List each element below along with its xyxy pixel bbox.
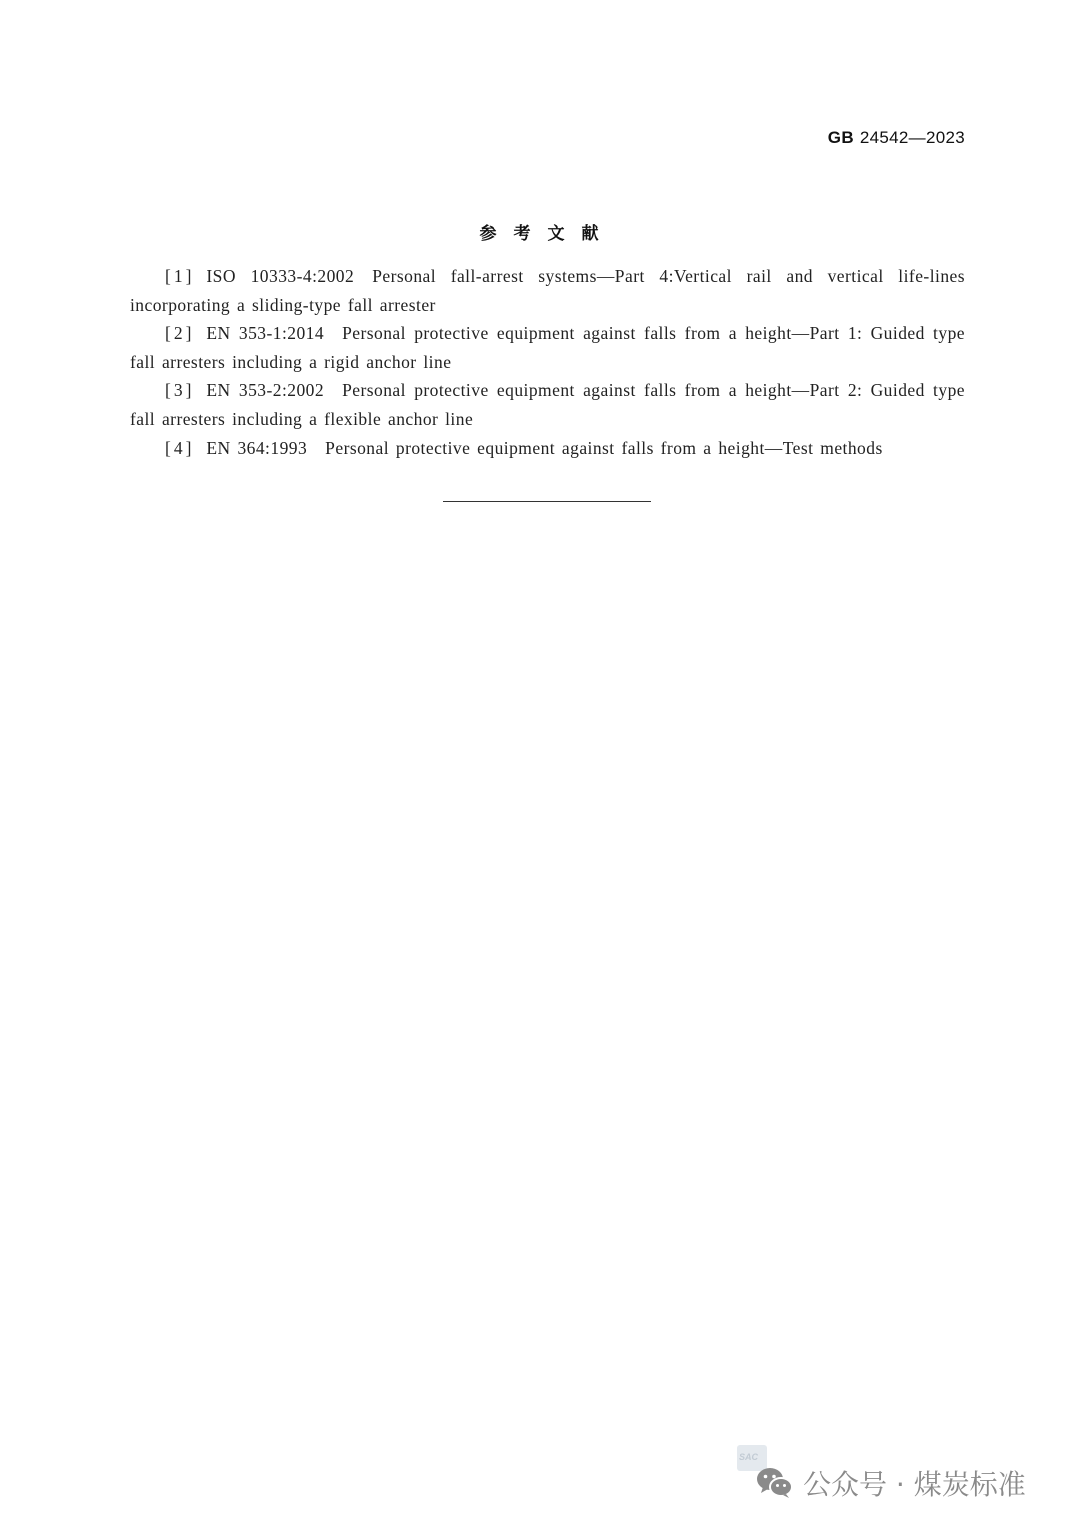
reference-number: [3] [165, 380, 195, 401]
standard-prefix: GB [827, 128, 854, 147]
reference-item [130, 262, 965, 319]
watermark-text: 公众号 · 煤炭标准 [803, 1468, 1026, 1501]
end-rule-divider [443, 501, 651, 502]
reference-code: EN 353-1:2014 [206, 323, 325, 344]
wechat-icon [755, 1466, 795, 1500]
reference-number: [4] [165, 437, 195, 458]
section-title-bibliography: 参考文献 [479, 224, 616, 244]
reference-item [130, 319, 965, 376]
reference-number: [2] [165, 323, 195, 344]
reference-title: Personal protective equipment against falls from a height—Part 1: Guided type fall arresters including a rigid anchor line [130, 323, 965, 372]
reference-item [130, 434, 965, 463]
reference-code: EN 364:1993 [206, 437, 308, 458]
reference-title: Personal fall-arrest systems—Part 4:Vertical rail and vertical life-lines incorporating a sliding-type fall arrester [130, 266, 966, 315]
reference-title: Personal protective equipment against falls from a height—Part 2: Guided type fall arresters including a flexible anchor line [130, 380, 965, 429]
reference-title: Personal protective equipment against falls from a height—Test methods [325, 437, 883, 458]
standard-number: 24542—2023 [859, 128, 965, 147]
sac-logo-text: SAC [739, 1452, 759, 1462]
reference-item [130, 376, 965, 433]
watermark [755, 1463, 1026, 1503]
reference-code: EN 353-2:2002 [206, 380, 325, 401]
reference-code: ISO 10333-4:2002 [206, 266, 355, 286]
standard-code [828, 128, 965, 148]
reference-list [130, 262, 965, 462]
reference-number: [1] [165, 266, 195, 286]
